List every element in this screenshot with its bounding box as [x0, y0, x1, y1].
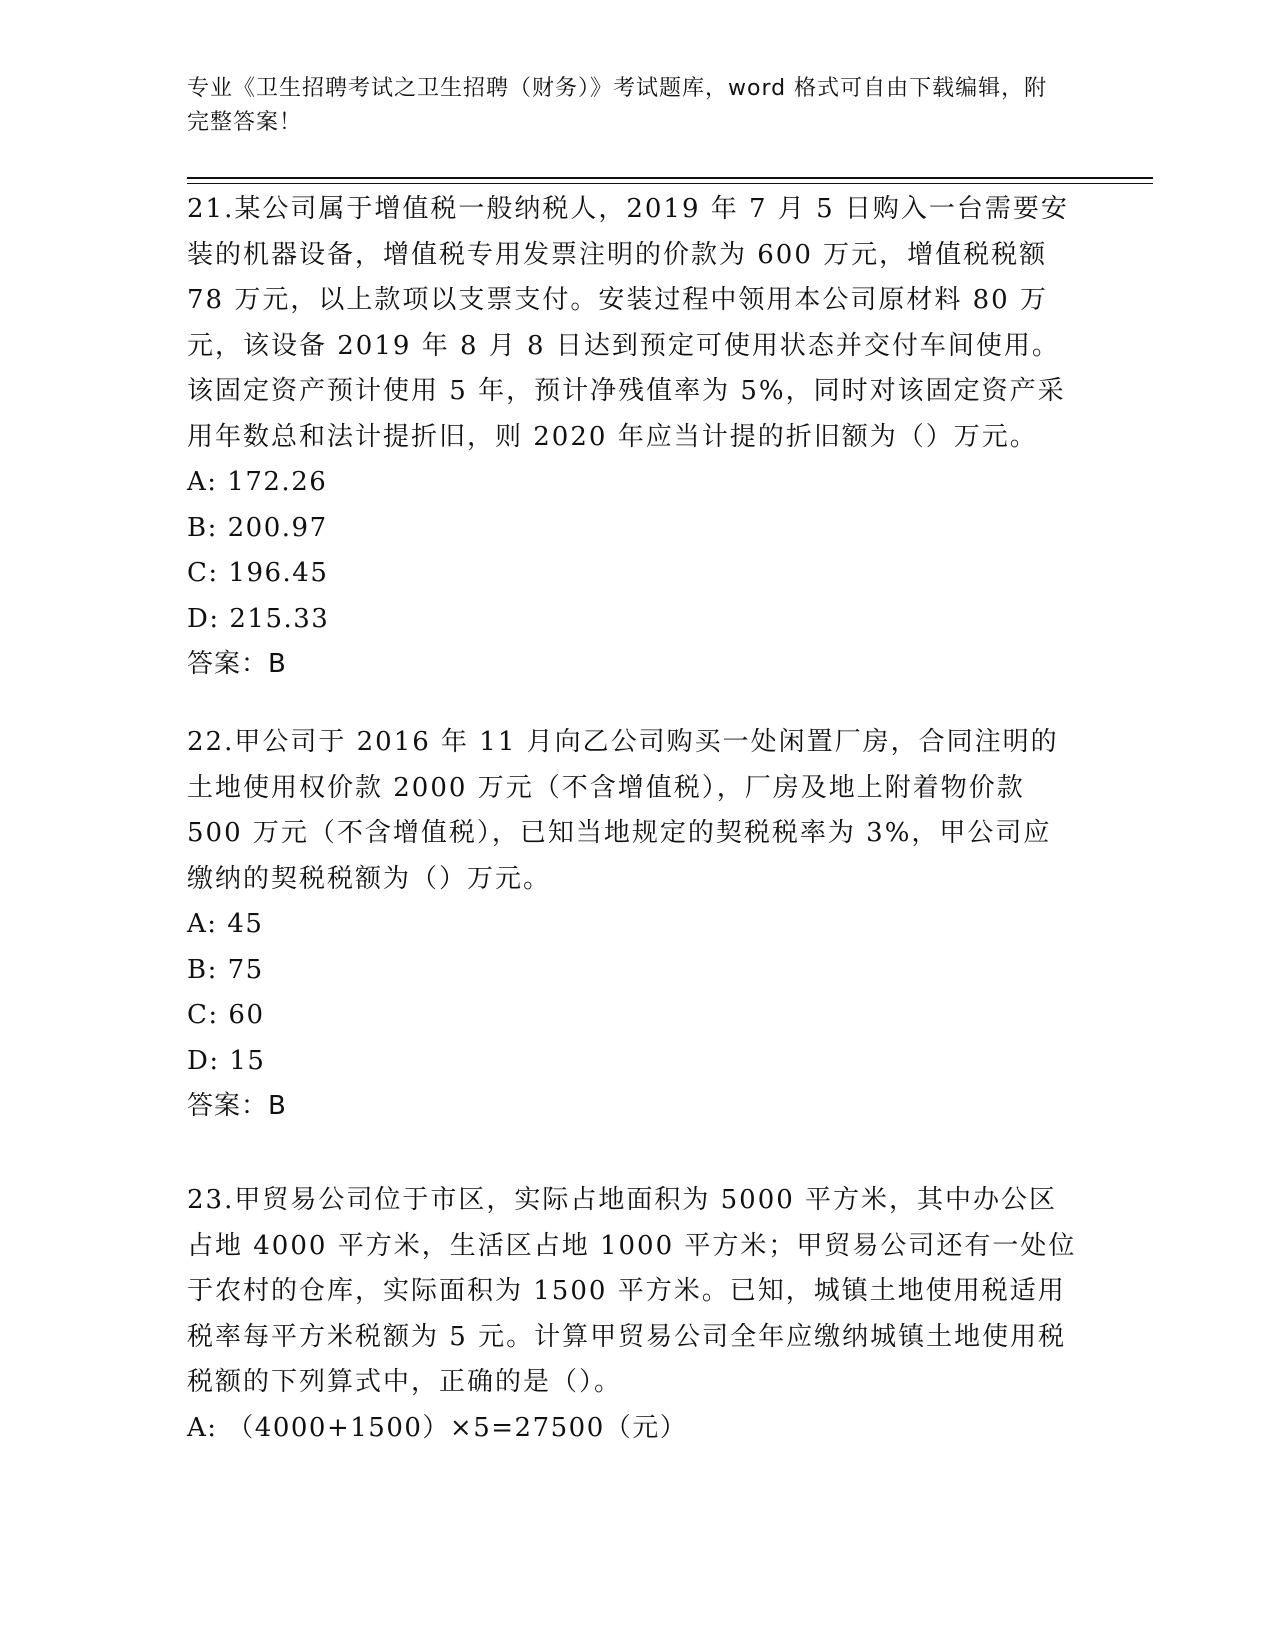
question-21 — [187, 187, 1077, 688]
answer: 答案：B — [187, 1091, 287, 1121]
option-c: C: 60 — [187, 1000, 265, 1030]
question-text: 23.甲贸易公司位于市区，实际占地面积为 5000 平方米，其中办公区占地 4000 平方米，生活区占地 1000 平方米；甲贸易公司还有一处位于农村的仓库，实际面积为 1500 平方米。已知，城镇土地使用税适用税率每平方米税额为 5 元。计算甲贸易公司全年应缴纳城镇土地使用税税额的下列算式中，正确的是（）。 — [187, 1185, 1077, 1397]
option-d: D: 215.33 — [187, 603, 330, 634]
header-divider-thin — [187, 183, 1153, 184]
answer: 答案：B — [187, 649, 287, 679]
option-b: B: 75 — [187, 954, 264, 985]
option-c: C: 196.45 — [187, 558, 329, 588]
document-header: 专业《卫生招聘考试之卫生招聘（财务）》考试题库，word 格式可自由下载编辑，附完整答案！ — [187, 76, 1048, 135]
option-a: A: （4000+1500）×5=27500（元） — [187, 1412, 688, 1443]
option-d: D: 15 — [187, 1045, 266, 1076]
header-divider-thick — [187, 177, 1153, 179]
option-a: A: 45 — [187, 909, 264, 939]
question-23 — [187, 1178, 1077, 1451]
question-text: 21.某公司属于增值税一般纳税人，2019 年 7 月 5 日购入一台需要安装的机器设备，增值税专用发票注明的价款为 600 万元，增值税税额 78 万元，以上款项以支票支付。安装过程中领用本公司原材料 80 万元，该设备 2019 年 8 月 8 日达到预定可使用状态并交付车间使用。该固定资产预计使用 5 年，预计净残值率为 5%，同时对该固定资产采用年数总和法计提折旧，则 2020 年应当计提的折旧额为（）万元。 — [187, 194, 1069, 452]
question-22 — [187, 720, 1077, 1130]
option-b: B: 200.97 — [187, 512, 328, 543]
option-a: A: 172.26 — [187, 467, 328, 497]
question-text: 22.甲公司于 2016 年 11 月向乙公司购买一处闲置厂房，合同注明的土地使用权价款 2000 万元（不含增值税），厂房及地上附着物价款 500 万元（不含增值税），已知当地规定的契税税率为 3%，甲公司应缴纳的契税税额为（）万元。 — [187, 727, 1059, 894]
